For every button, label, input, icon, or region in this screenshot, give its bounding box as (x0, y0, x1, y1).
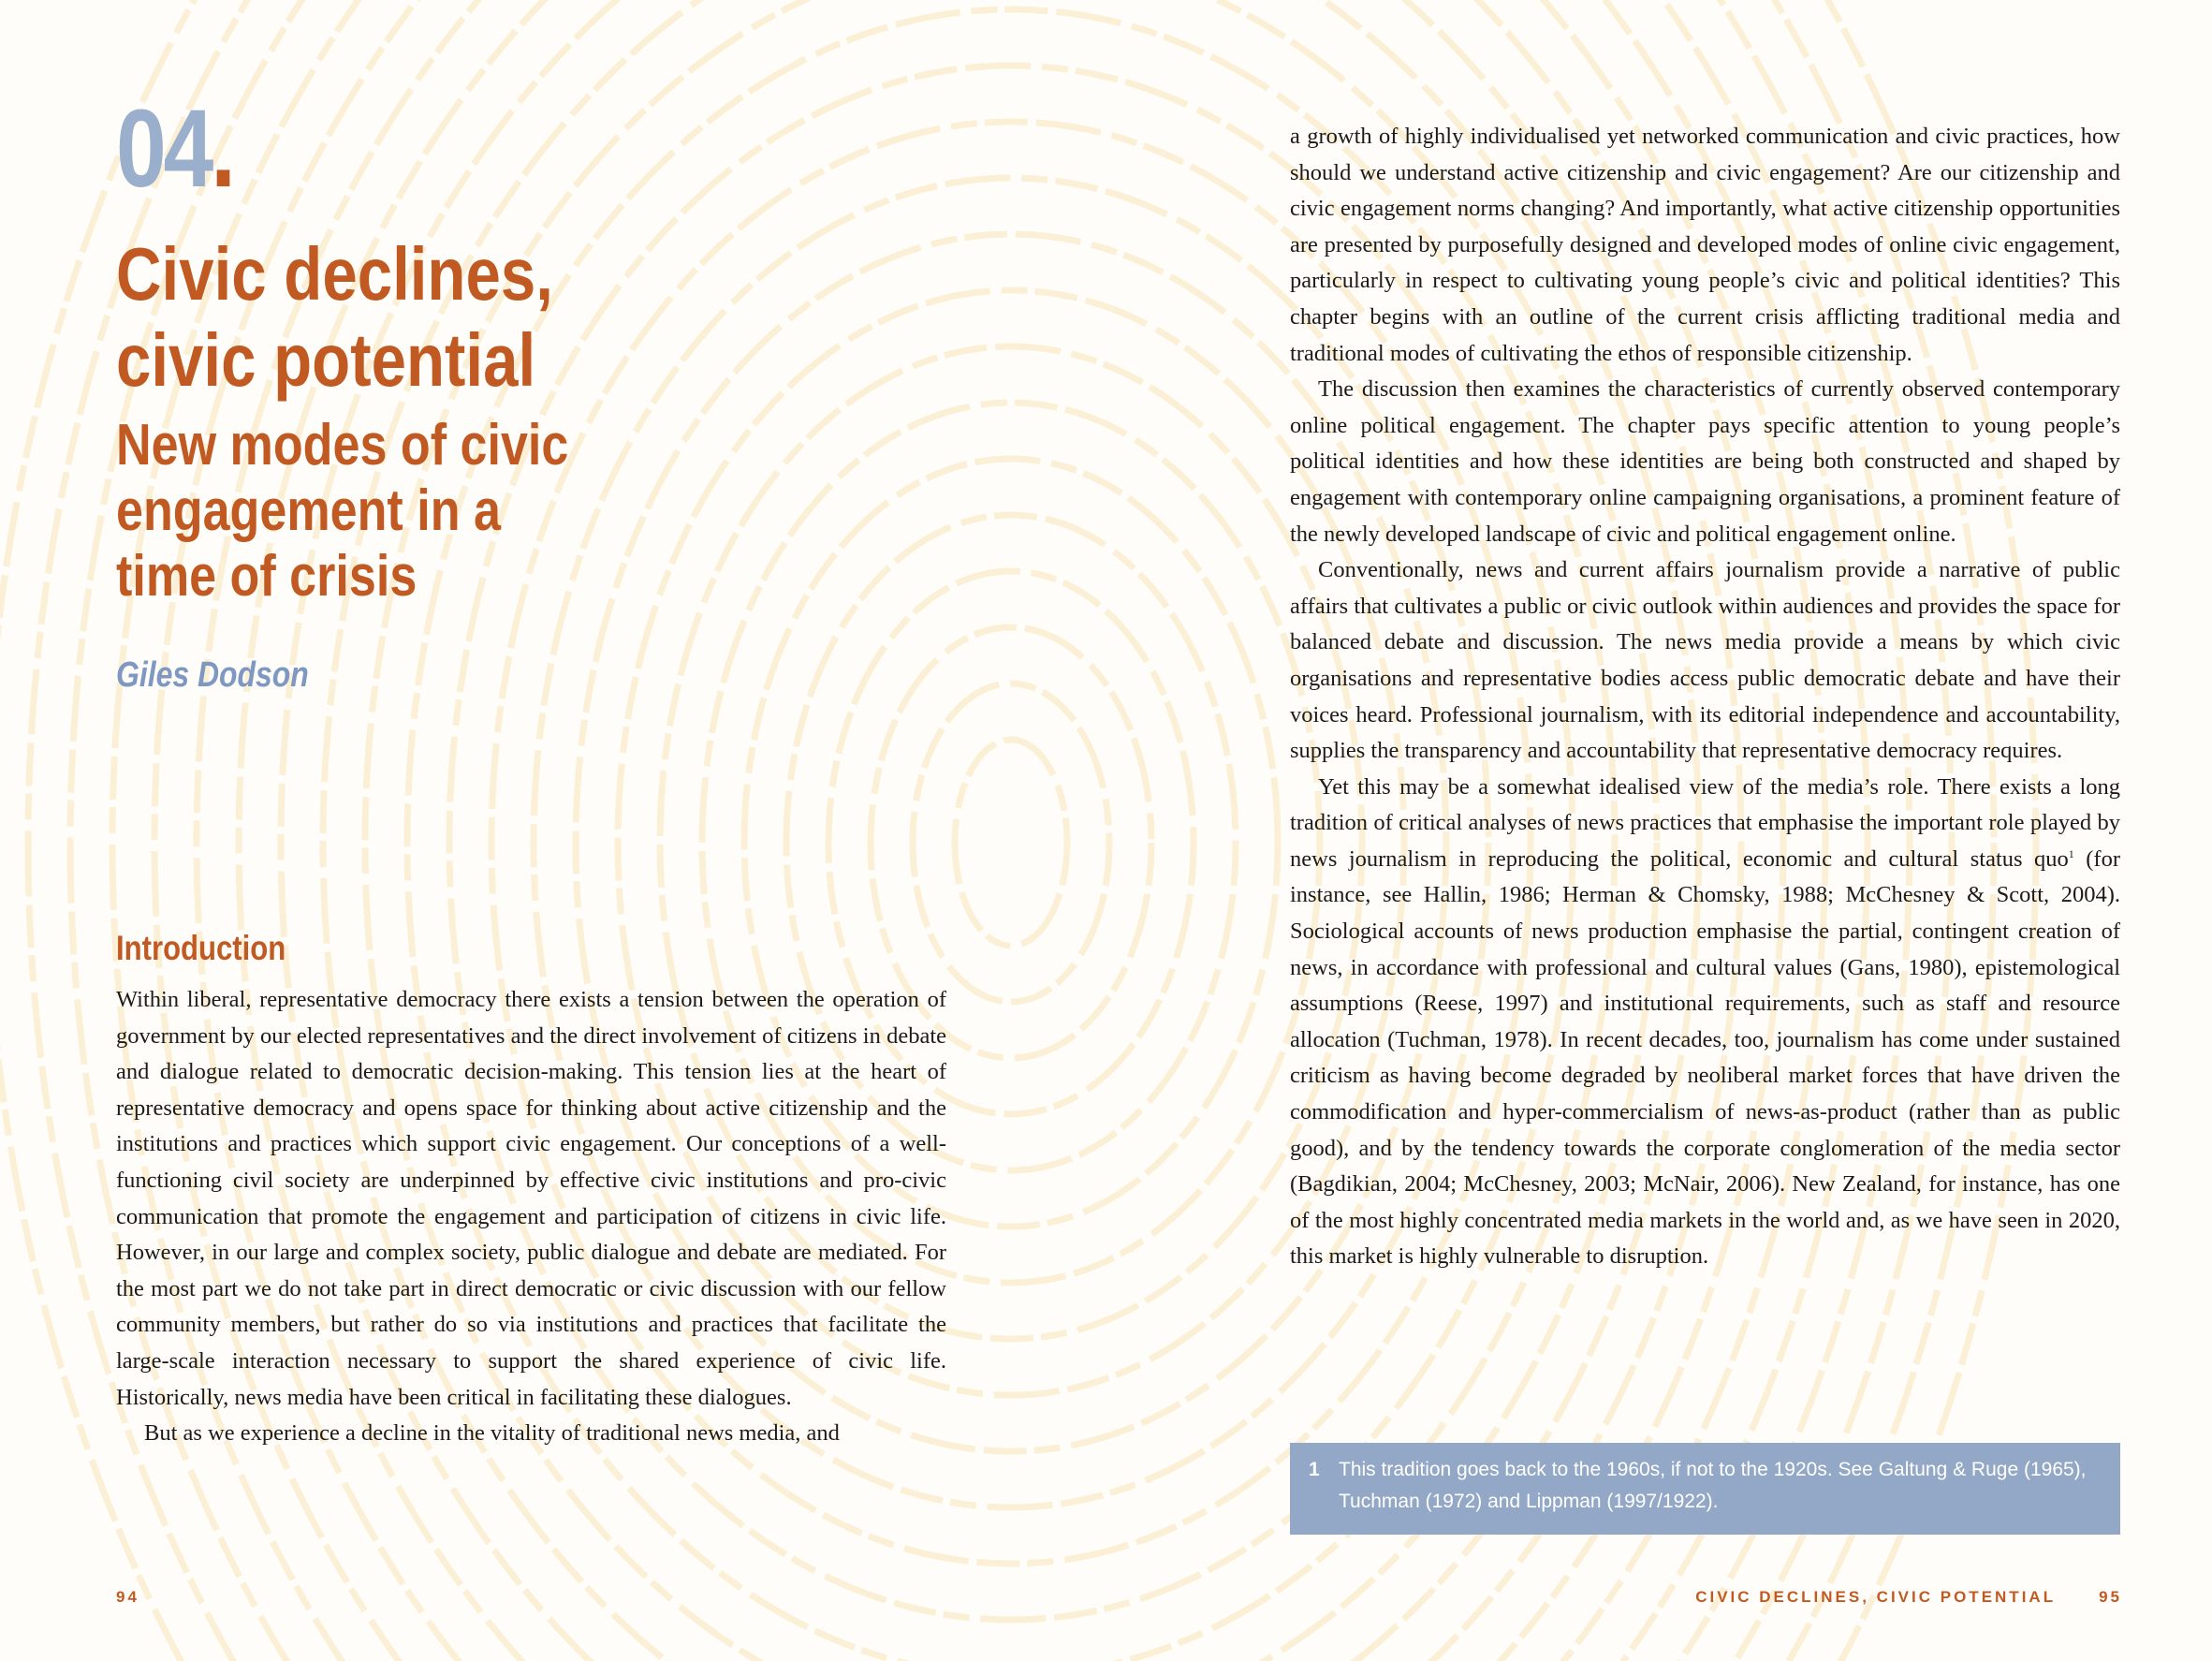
paragraph: But as we experience a decline in the vitality of traditional news media, and (144, 1420, 840, 1447)
left-body-text (116, 982, 946, 1452)
paragraph: Within liberal, representative democracy there exists a tension between the operation of government by our elected representatives and the direct involvement of citizens in debate and dialogue related to democratic decision-making. This tension lies at the heart of representative democracy and opens space for thinking about active citizenship and the institutions and practices which support civic engagement. Our conceptions of a well-functioning civil society are underpinned by effective civic institutions and pro-civic communication that promote the engagement and participation of citizens in civic life. However, in our large and complex society, public dialogue and debate are mediated. For the most part we do not take part in direct democratic or civic discussion with our fellow community members, but rather do so via institutions and practices that facilitate the large-scale interaction necessary to support the shared experience of civic life. Historically, news media have been critical in facilitating these dialogues. (116, 987, 946, 1410)
paragraph (1290, 770, 2120, 1275)
paragraph-text: (for instance, see Hallin, 1986; Herman & Chomsky, 1988; McChesney & Scott, 2004). Sociological accounts of news production emphasise the partial, contingent creation of news, in accordance with professional and cultural values (Gans, 1980), epistemological assumptions (Reese, 1997) and institutional requirements, such as staff and resource allocation (Tuchman, 1978). In recent decades, too, journalism has come under sustained criticism as having become degraded by neoliberal market forces that have driven the commodification and hyper-commercialism of news-as-product (rather than as public good), and by the tendency towards the corporate conglomeration of the media sector (Bagdikian, 2004; McChesney, 2003; McNair, 2006). New Zealand, for instance, has one of the most highly concentrated media markets in the world and, as we have seen in 2020, this market is highly vulnerable to disruption. (1290, 845, 2120, 1270)
chapter-title-line: civic potential (116, 318, 536, 402)
footnote-text: This tradition goes back to the 1960s, if not to the 1920s. See Galtung & Ruge (1965), Tuchman (1972) and Lippman (1997/1922). (1339, 1459, 2087, 1512)
paragraph: a growth of highly individualised yet networked communication and civic practices, how should we understand active citizenship and civic engagement? Are our citizenship and civic engagement norms changing? And importantly, what active citizenship opportunities are presented by purposefully designed and developed modes of online civic engagement, particularly in respect to cultivating young people’s civic and political identities? This chapter begins with an outline of the current crisis afflicting traditional media and traditional modes of cultivating the ethos of responsible citizenship. (1290, 124, 2120, 366)
paragraph: Conventionally, news and current affairs journalism provide a narrative of public affairs that cultivates a public or civic outlook within audiences and provides the space for balanced debate and discussion. The news media provide a means by which civic organisations and representative bodies access public democratic debate and have their voices heard. Professional journalism, with its editorial independence and accountability, supplies the transparency and accountability that representative democracy requires. (1290, 557, 2120, 764)
paragraph-text: Yet this may be a somewhat idealised view of the media’s role. There exists a long tradition of critical analyses of news practices that emphasise the important role played by news journalism in reproducing the political, economic and cultural status quo (1290, 773, 2120, 872)
chapter-subtitle-line: New modes of civic (116, 413, 569, 478)
right-body-text (1290, 119, 2120, 1275)
chapter-subtitle-line: time of crisis (116, 544, 417, 609)
chapter-subtitle (116, 413, 568, 610)
paragraph: The discussion then examines the characteristics of currently observed contemporary online political engagement. The chapter pays specific attention to young people’s political identities and how these identities are being both constructed and shaped by engagement with contemporary online campaigning organisations, a prominent feature of the newly developed landscape of civic and political engagement online. (1290, 376, 2120, 547)
footnote-number: 1 (1309, 1459, 1320, 1480)
chapter-title (116, 231, 553, 404)
author-name: Giles Dodson (116, 655, 309, 695)
page-number-left: 94 (116, 1588, 139, 1606)
chapter-number-dot: . (211, 87, 233, 211)
chapter-subtitle-line: engagement in a (116, 478, 501, 543)
chapter-number: 04. (116, 87, 233, 211)
page-number-right: 95 (2099, 1588, 2122, 1606)
footer-right (1695, 1588, 2122, 1607)
footnote-reference[interactable]: 1 (2068, 846, 2074, 860)
chapter-title-line: Civic declines, (116, 232, 553, 316)
footnote-box (1290, 1443, 2120, 1535)
running-head: CIVIC DECLINES, CIVIC POTENTIAL (1695, 1588, 2057, 1606)
section-heading: Introduction (116, 929, 286, 967)
